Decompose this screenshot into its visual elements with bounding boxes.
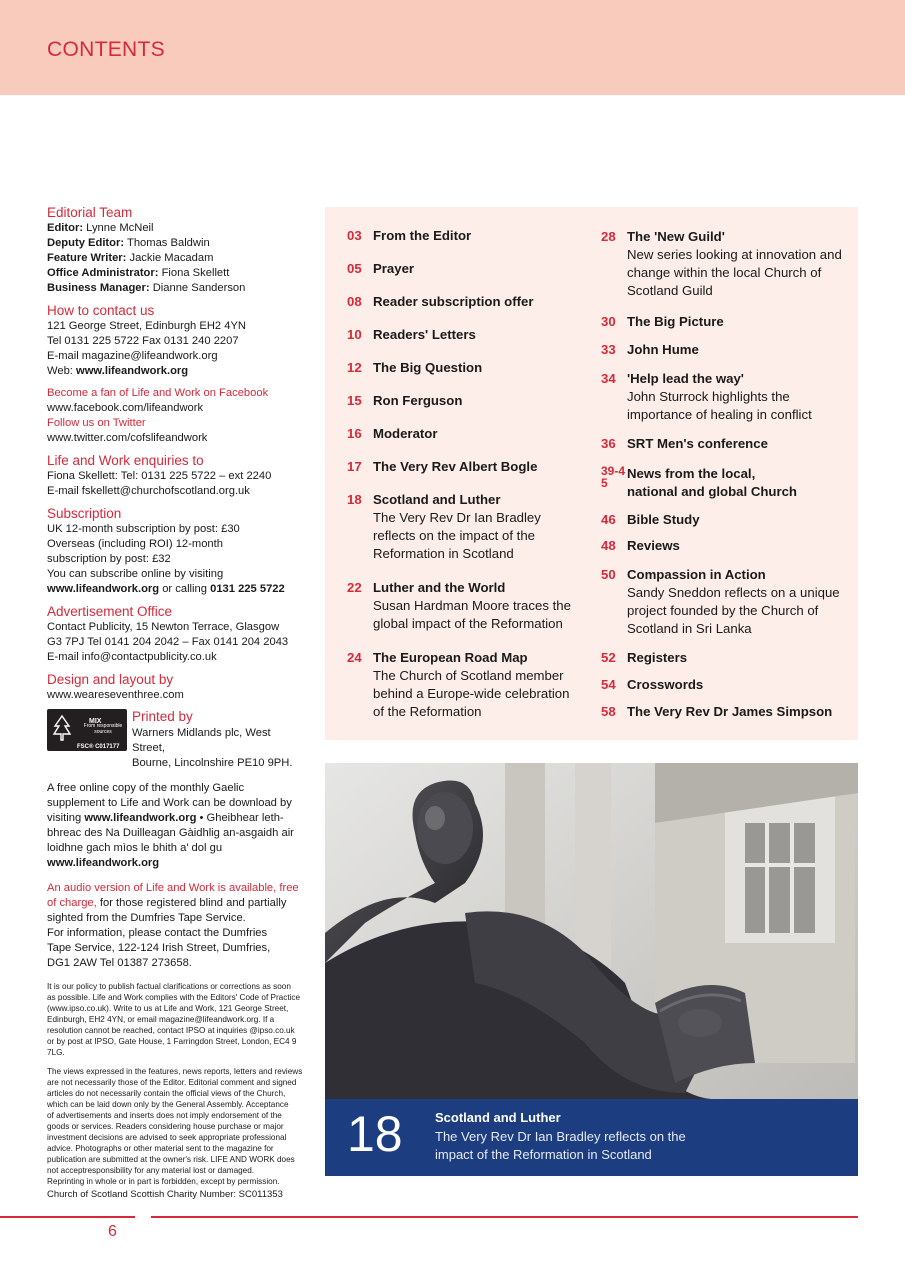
contents-box — [325, 207, 858, 740]
header-band — [0, 0, 905, 95]
contact-email[interactable]: E-mail magazine@lifeandwork.org — [47, 350, 218, 362]
footer-rule — [151, 1216, 858, 1218]
design-link[interactable]: www.weareseventhree.com — [47, 689, 184, 701]
footer-rule — [0, 1216, 135, 1218]
contents-entry[interactable]: 08 Reader subscription offer — [347, 294, 534, 309]
gaelic-block: A free online copy of the monthly Gaelic supplement to Life and Work can be download by visiting www.lifeandwork.org • Gheibhear leth- bhreac des Na Duilleagan Gàidhlig an-asgaidh air loidhne gach mìos le bhith a' dol gu www.lifeandwork.org — [47, 782, 294, 869]
contents-entry[interactable]: 33 John Hume — [601, 342, 699, 357]
gaelic-link[interactable]: www.lifeandwork.org — [84, 812, 197, 824]
contents-entry[interactable]: 46 Bible Study — [601, 512, 700, 527]
feature-caption[interactable] — [325, 1099, 858, 1176]
design-title: Design and layout by — [47, 672, 174, 687]
subscription-line: subscription by post: £32 — [47, 553, 171, 565]
advertisement-email[interactable]: E-mail info@contactpublicity.co.uk — [47, 651, 217, 663]
policy-block: It is our policy to publish factual clarifications or corrections as soon as possible. Life and Work complies with the Editors' Code of Practice (www.ipso.co.uk). Write to us at Life and Work, 121 George Street, Edinburgh, EH2 4YN, or email magazine@lifeandwork.org. If a resolution cannot be reached, contact IPSO at inquiries @ipso.co.uk or by post at IPSO, Gate House, 1 Farringdon Street, London, EC4 9 7LG. — [47, 982, 301, 1057]
contents-entry[interactable]: 24 The European Road Map The Church of Scotland member behind a Europe-wide celebration of the Reformation — [347, 650, 570, 719]
printed-line: Bourne, Lincolnshire PE10 9PH. — [132, 757, 293, 769]
contents-entry[interactable]: 22 Luther and the World Susan Hardman Moore traces the global impact of the Reformation — [347, 580, 571, 631]
editorial-line: Office Administrator: Fiona Skellett — [47, 267, 230, 279]
contents-entry[interactable]: 34 'Help lead the way' John Sturrock highlights the importance of healing in conflict — [601, 371, 812, 422]
charity-number: Church of Scotland Scottish Charity Number: SC011353 — [47, 1189, 283, 1200]
facebook-label: Become a fan of Life and Work on Facebook — [47, 387, 269, 399]
printed-block — [47, 709, 305, 771]
contents-entry[interactable]: 36 SRT Men's conference — [601, 436, 768, 451]
contents-entry[interactable]: 18 Scotland and Luther The Very Rev Dr Ian Bradley reflects on the impact of the Reformation in Scotland — [347, 492, 541, 561]
twitter-link[interactable]: www.twitter.com/cofslifeandwork — [47, 432, 208, 444]
contents-entry[interactable]: 17 The Very Rev Albert Bogle — [347, 459, 538, 474]
feature-number: 18 — [347, 1106, 403, 1162]
fsc-tree-icon — [52, 714, 72, 742]
disclaimer-block: The views expressed in the features, news reports, letters and reviews are not necessarily those of the Editor. Editorial comment and signed articles do not necessarily contain the official views of the Church, which can be laid down only by the General Assembly. Acceptance of advertisements and inserts does not imply endorsement of the goods or services. Readers considering house purchase or major investment decisions are advised to seek appropriate professional advice. Photographs or other material sent to the magazine for publication are submitted at the owner's risk. LIFE AND WORK does not acceptresponsibility for any material lost or damaged. Reprinting in whole or in part is forbidden, except by permission. — [47, 1067, 303, 1186]
editorial-line: Feature Writer: Jackie Macadam — [47, 252, 214, 264]
contents-entry[interactable]: 03 From the Editor — [347, 228, 472, 243]
editorial-line: Deputy Editor: Thomas Baldwin — [47, 237, 210, 249]
contents-entry[interactable]: 52 Registers — [601, 650, 688, 665]
contents-entry[interactable]: 12 The Big Question — [347, 360, 483, 375]
contents-entry[interactable]: 16 Moderator — [347, 426, 438, 441]
contents-entry[interactable]: 15 Ron Ferguson — [347, 393, 463, 408]
page-title: CONTENTS — [47, 38, 165, 61]
contact-title: How to contact us — [47, 303, 155, 318]
advertisement-line: Contact Publicity, 15 Newton Terrace, Glasgow — [47, 621, 280, 633]
gaelic-link-2[interactable]: www.lifeandwork.org — [47, 857, 160, 869]
contact-tel: Tel 0131 225 5722 Fax 0131 240 2207 — [47, 335, 239, 347]
contact-web: Web: www.lifeandwork.org — [47, 365, 189, 377]
contents-entry[interactable]: 58 The Very Rev Dr James Simpson — [601, 704, 833, 719]
contents-entry[interactable]: 48 Reviews — [601, 538, 680, 553]
audio-block: An audio version of Life and Work is available, free of charge, for those registered blind and partially sighted from the Dumfries Tape Service. For information, please contact the Dumfries Tape Service, 122-124 Irish Street, Dumfries, DG1 2AW Tel 01387 273658. — [47, 882, 299, 969]
editorial-line: Business Manager: Dianne Sanderson — [47, 282, 246, 294]
contact-address: 121 George Street, Edinburgh EH2 4YN — [47, 320, 247, 332]
feature-photo[interactable] — [325, 763, 858, 1176]
enquiries-email[interactable]: E-mail fskellett@churchofscotland.org.uk — [47, 485, 250, 497]
feature-desc: The Very Rev Dr Ian Bradley reflects on the impact of the Reformation in Scotland — [435, 1129, 686, 1162]
twitter-label: Follow us on Twitter — [47, 417, 146, 429]
contact-web-link[interactable]: www.lifeandwork.org — [76, 365, 189, 377]
feature-title: Scotland and Luther — [435, 1110, 561, 1125]
subscription-line: Overseas (including ROI) 12-month — [47, 538, 223, 550]
contents-entry[interactable]: 30 The Big Picture — [601, 314, 724, 329]
advertisement-line: G3 7PJ Tel 0141 204 2042 – Fax 0141 204 2043 — [47, 636, 289, 648]
contents-entry[interactable]: 50 Compassion in Action Sandy Sneddon reflects on a unique project founded by the Church of Scotland in Sri Lanka — [601, 567, 840, 636]
printed-line: Warners Midlands plc, West Street, — [132, 727, 271, 754]
subscription-online-link: www.lifeandwork.org or calling 0131 225 5722 — [47, 583, 285, 595]
enquiries-line: Fiona Skellett: Tel: 0131 225 5722 – ext 2240 — [47, 470, 272, 482]
page-number: 6 — [108, 1223, 117, 1240]
enquiries-title: Life and Work enquiries to — [47, 453, 204, 468]
editorial-line: Editor: Lynne McNeil — [47, 222, 154, 234]
contents-entry[interactable]: 28 The 'New Guild' New series looking at innovation and change within the local Church of Scotland Guild — [601, 229, 842, 298]
masthead-column — [47, 205, 305, 1202]
advertisement-title: Advertisement Office — [47, 604, 173, 619]
subscription-line: UK 12-month subscription by post: £30 — [47, 523, 240, 535]
subscription-online: You can subscribe online by visiting — [47, 568, 224, 580]
printed-title: Printed by — [132, 709, 193, 724]
contents-entry[interactable]: 05 Prayer — [347, 261, 415, 276]
contents-entry[interactable]: 10 Readers' Letters — [347, 327, 476, 342]
subscription-title: Subscription — [47, 506, 122, 521]
facebook-link[interactable]: www.facebook.com/lifeandwork — [47, 402, 204, 414]
editorial-title: Editorial Team — [47, 205, 133, 220]
fsc-logo: MIX From responsible sources FSC® C017177 — [47, 709, 127, 751]
contents-entry[interactable]: 54 Crosswords — [601, 677, 704, 692]
contents-entry[interactable]: 39-45 News from the local, national and global Church — [601, 464, 797, 499]
